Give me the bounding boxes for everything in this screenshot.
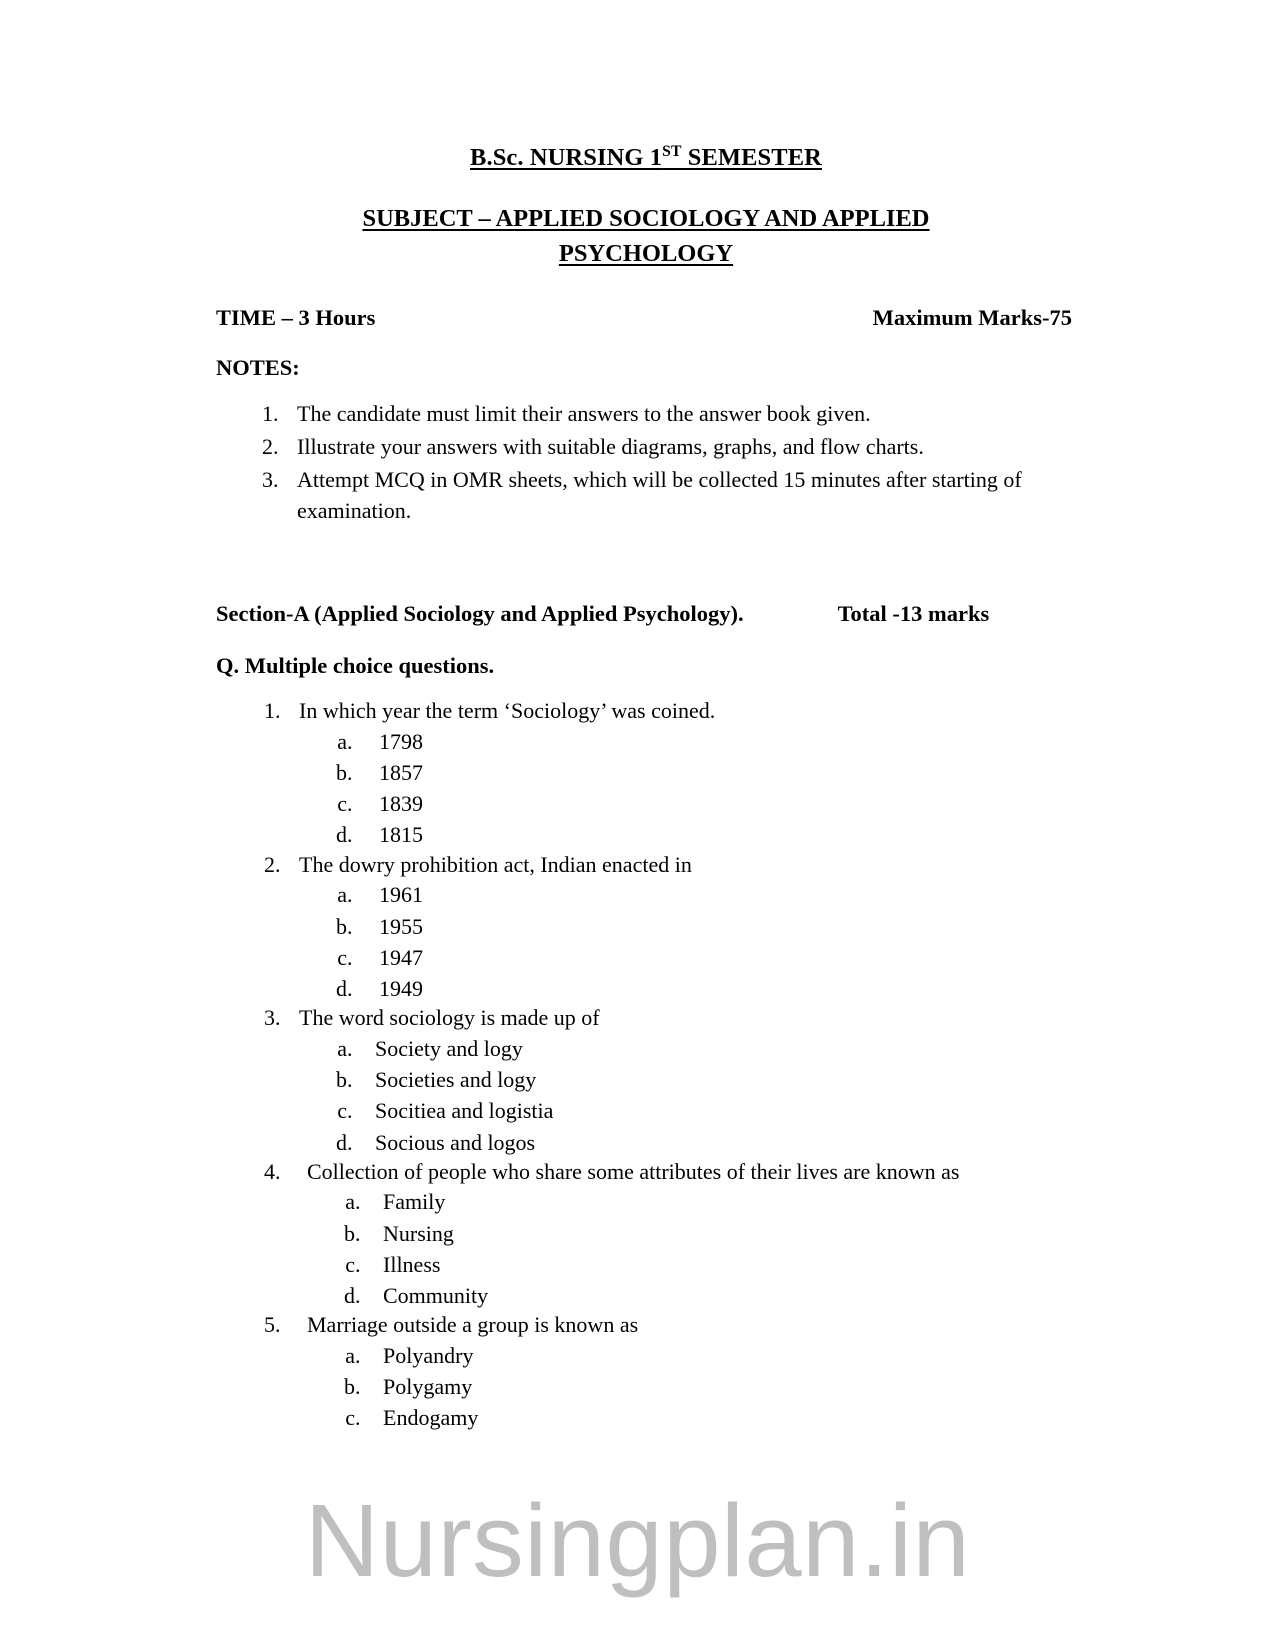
option-list <box>307 1186 1076 1311</box>
option-item: a. 1961 <box>358 879 1076 910</box>
option-item: b. 1955 <box>358 911 1076 942</box>
notes-list <box>216 398 1076 527</box>
option-item: c. Socitiea and logistia <box>358 1095 1076 1126</box>
section-title: Section-A (Applied Sociology and Applied Psychology). <box>216 601 744 627</box>
option-item: a. Society and logy <box>358 1033 1076 1064</box>
option-list <box>307 1340 1076 1434</box>
question-item <box>286 1311 1076 1433</box>
exam-maximum-marks: Maximum Marks-75 <box>872 305 1072 331</box>
notes-label: NOTES: <box>216 355 300 381</box>
option-item: d. Socious and logos <box>358 1127 1076 1158</box>
question-text: The word sociology is made up of <box>299 1005 600 1031</box>
page-title <box>216 0 1076 173</box>
list-item: 3. Attempt MCQ in OMR sheets, which will be collected 15 minutes after starting of examination. <box>284 464 1076 527</box>
document-content <box>216 0 1076 1434</box>
question-text: Collection of people who share some attributes of their lives are known as <box>307 1158 960 1184</box>
option-item: c. 1947 <box>358 942 1076 973</box>
question-text: The dowry prohibition act, Indian enacted in <box>299 851 692 877</box>
exam-meta-row <box>216 305 1076 331</box>
option-item: c. Illness <box>366 1249 1076 1280</box>
subject-heading <box>216 173 1076 272</box>
section-heading-row <box>216 601 1076 627</box>
option-list <box>299 1033 1076 1158</box>
exam-duration: TIME – 3 Hours <box>216 305 376 331</box>
question-item <box>286 1004 1076 1158</box>
subject-heading-line2: PSYCHOLOGY <box>558 239 734 267</box>
option-item: b. 1857 <box>358 757 1076 788</box>
option-item: c. 1839 <box>358 788 1076 819</box>
list-item: 1. The candidate must limit their answers to the answer book given. <box>284 398 1076 430</box>
subject-heading-line1: SUBJECT – APPLIED SOCIOLOGY AND APPLIED <box>362 204 930 232</box>
option-list <box>299 726 1076 851</box>
page-title-ordinal-suffix: ST <box>662 142 682 160</box>
question-text: In which year the term ‘Sociology’ was coined. <box>299 698 716 724</box>
option-item: a. Family <box>366 1186 1076 1217</box>
list-item: 2. Illustrate your answers with suitable diagrams, graphs, and flow charts. <box>284 431 1076 463</box>
question-item <box>286 697 1076 851</box>
page-title-tail: SEMESTER <box>681 144 822 171</box>
option-item: d. Community <box>366 1280 1076 1311</box>
option-item: a. 1798 <box>358 726 1076 757</box>
page-title-main: B.Sc. NURSING 1 <box>470 144 663 171</box>
question-item <box>286 1158 1076 1312</box>
question-list <box>216 697 1076 1433</box>
option-item: d. 1949 <box>358 973 1076 1004</box>
option-item: c. Endogamy <box>366 1402 1076 1433</box>
mcq-heading: Q. Multiple choice questions. <box>216 653 495 679</box>
option-list <box>299 879 1076 1004</box>
option-item: b. Societies and logy <box>358 1064 1076 1095</box>
option-item: b. Nursing <box>366 1218 1076 1249</box>
option-item: b. Polygamy <box>366 1371 1076 1402</box>
option-item: d. 1815 <box>358 819 1076 850</box>
question-item <box>286 851 1076 1005</box>
option-item: a. Polyandry <box>366 1340 1076 1371</box>
site-watermark: Nursingplan.in <box>304 1483 971 1598</box>
question-text: Marriage outside a group is known as <box>307 1312 639 1338</box>
section-total-marks: Total -13 marks <box>837 601 990 627</box>
